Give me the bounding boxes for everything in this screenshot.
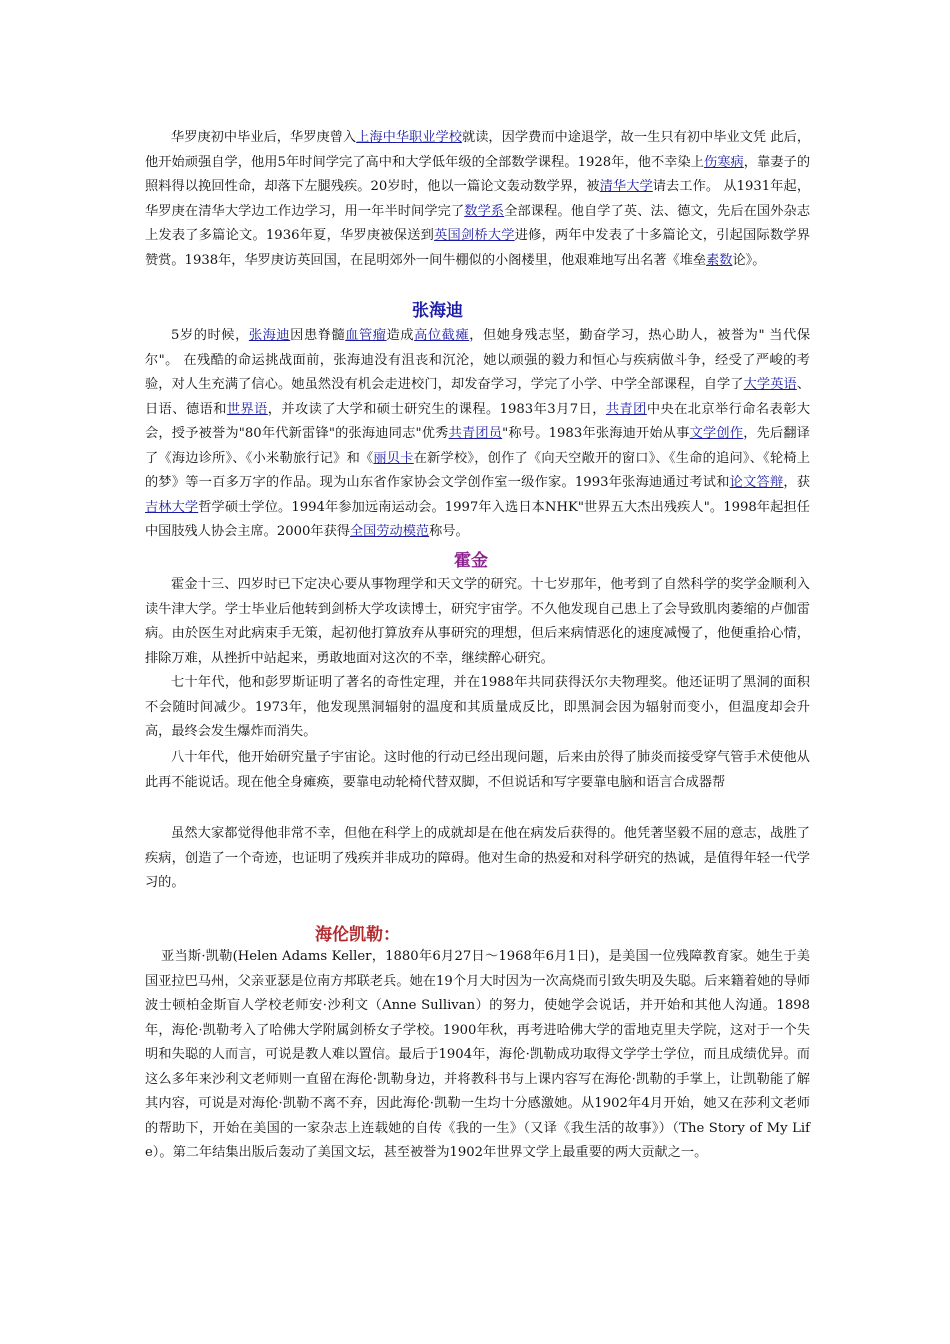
link-shanghai-school[interactable]: 上海中华职业学校 [356,130,462,145]
link-tsinghua[interactable]: 清华大学 [599,179,653,194]
link-rebecca[interactable]: 丽贝卡 [373,450,414,466]
text-run: 论》。 [732,252,766,268]
text-run: ，并攻读了大学和硕士研究生的课程。1983年3月7日， [267,401,606,417]
link-college-english[interactable]: 大学英语 [743,377,797,392]
text-run: 造成 [386,328,415,343]
text-run: 华罗庚初中毕业后，华罗庚曾入 [171,130,357,145]
text-run: ，但她身残志坚，勤奋学习，热心助人，被誉为" 当代保尔"。 在残酷的命运挑战面前，张海迪没有沮丧和沉沦，她以顽强的毅力和恒心与疾病做斗争，经受了严峻的考验，对人生充满了信心。她虽然没有机会走进校门，却发奋学习，学完了小学、中学全部课程，自学了 [145,328,811,392]
text-run: "称号。1983年张海迪开始从事 [502,426,690,441]
text-run: 全部课程。他自学了英、法、德文，先后在国外杂志上发表了多篇论文。1936年夏，华罗庚被保送到 [145,203,811,243]
text-run: 、日语、德语和 [145,377,811,417]
link-youth-league[interactable]: 共青团 [605,401,647,417]
text-run: 称号。 [429,524,469,539]
link-jilin-university[interactable]: 吉林大学 [145,499,199,515]
link-paraplegia[interactable]: 高位截瘫 [414,328,470,343]
heading-zhang-haidi: 张海迪 [412,301,463,321]
text-run: 因患脊髓 [290,328,346,343]
hawking-paragraph-2: 七十年代，他和彭罗斯证明了著名的奇性定理，并在1988年共同获得沃尔夫物理奖。他还证明了黑洞的面积不会随时间减少。1973年，他发现黑洞辐射的温度和其质量成反比，即黑洞会因为辐射而变小，但温度却会升高，最终会发生爆炸而消失。 [145,675,810,739]
text-run: ，获 [783,475,811,490]
zhang-paragraph [145,324,810,545]
link-model-worker[interactable]: 全国劳动模范 [350,524,430,539]
text-run: 就读，因学费而中途退学，故一生只有初中毕业文凭 此后，他开始顽强自学，他用5年时间学完了高中和大学低年级的全部数学课程。1928年，他不幸染上 [145,130,811,170]
text-run: ，靠妻子的照料得以挽回性命，却落下左腿残疾。20岁时，他以一篇论文轰动数学界，被 [145,154,811,194]
link-zhang-haidi[interactable]: 张海迪 [248,328,291,343]
hawking-paragraph-4: 虽然大家都觉得他非常不幸，但他在科学上的成就却是在他在病发后获得的。他凭著坚毅不屈的意志，战胜了疾病，创造了一个奇迹，也证明了残疾并非成功的障碍。他对生命的热爱和对科学研究的热诚，是值得年轻一代学习的。 [145,826,810,890]
text-run: 5岁的时候， [171,328,249,343]
heading-hawking: 霍金 [454,551,488,571]
hua-paragraph [145,126,810,273]
text-run: 请去工作。 从1931年起，华罗庚在清华大学边工作边学习，用一年半时间学完了 [145,179,811,219]
link-math-dept[interactable]: 数学系 [464,203,505,219]
link-esperanto[interactable]: 世界语 [226,401,268,417]
text-run: 哲学硕士学位。1994年参加远南运动会。1997年入选日本NHK"世界五大杰出残疾人"。1998年起担任中国肢残人协会主席。2000年获得 [145,499,810,539]
link-typhoid[interactable]: 伤寒病 [704,154,744,170]
text-run: 在新学校》，创作了《向天空敞开的窗口》、《生命的追问》、《轮椅上的梦》等一百多万字的作品。现为山东省作家协会文学创作室一级作家。1993年张海迪通过考试和 [145,450,811,490]
link-hemangioma[interactable]: 血管瘤 [345,328,387,343]
keller-paragraph: 亚当斯·凯勒(Helen Adams Keller，1880年6月27日～1968年6月1日)，是美国一位残障教育家。她生于美国亚拉巴马州，父亲亚瑟是位南方邦联老兵。她在19个月大时因为一次高烧而引致失明及失聪。后来籍着她的导师波士顿柏金斯盲人学校老师安·沙利文（Anne Sullivan）的努力，使她学会说话，并开始和其他人沟通。1898年，海伦·凯勒考入了哈佛大学附属剑桥女子学校。1900年秋，再考进哈佛大学的雷地克里夫学院，这对于一个失明和失聪的人而言，可说是教人难以置信。最后于1904年，海伦·凯勒成功取得文学学士学位，而且成绩优异。而这么多年来沙利文老师则一直留在海伦·凯勒身边，并将教科书与上课内容写在海伦·凯勒的手掌上，让凯勒能了解其内容，可说是对海伦·凯勒不离不弃，因此海伦·凯勒一生均十分感激她。从1902年4月开始，她又在莎利文老师的帮助下，开始在美国的一家杂志上连载她的自传《我的一生》（又译《我生活的故事》）（The Story of My Life）。第二年结集出版后轰动了美国文坛，甚至被誉为1902年世界文学上最重要的两大贡献之一。 [145,949,810,1160]
text-run: ，先后翻译了《海边诊所》、《小米勒旅行记》和《 [145,426,810,466]
link-cambridge[interactable]: 英国剑桥大学 [434,228,515,243]
link-thesis-defense[interactable]: 论文答辩 [729,475,784,490]
link-league-member[interactable]: 共青团员 [448,426,503,441]
text-run: 进修，两年中发表了十多篇论文，引起国际数学界赞赏。1938年，华罗庚访英回国，在昆明郊外一间牛棚似的小阁楼里，他艰难地写出名著《堆垒 [145,228,811,268]
text-run: 中央在北京举行命名表彰大会，授予被誉为"80年代新雷锋"的张海迪同志"优秀 [145,401,811,441]
link-literary-creation[interactable]: 文学创作 [689,426,744,441]
link-prime[interactable]: 素数 [706,252,733,268]
hawking-paragraph-1: 霍金十三、四岁时已下定决心要从事物理学和天文学的研究。十七岁那年，他考到了自然科学的奖学金顺利入读牛津大学。学士毕业后他转到剑桥大学攻读博士，研究宇宙学。不久他发现自己患上了会导致肌肉萎缩的卢伽雷病。由於医生对此病束手无策，起初他打算放弃从事研究的理想，但后来病情恶化的速度减慢了，他便重拾心情，排除万难，从挫折中站起来，勇敢地面对这次的不幸，继续醉心研究。 [145,577,810,666]
hawking-paragraph-3: 八十年代，他开始研究量子宇宙论。这时他的行动已经出现问题，后来由於得了肺炎而接受穿气管手术使他从此再不能说话。现在他全身瘫痪，要靠电动轮椅代替双脚，不但说话和写字要靠电脑和语言合成器帮 [145,750,810,790]
heading-helen-keller: 海伦凯勒： [315,925,400,945]
